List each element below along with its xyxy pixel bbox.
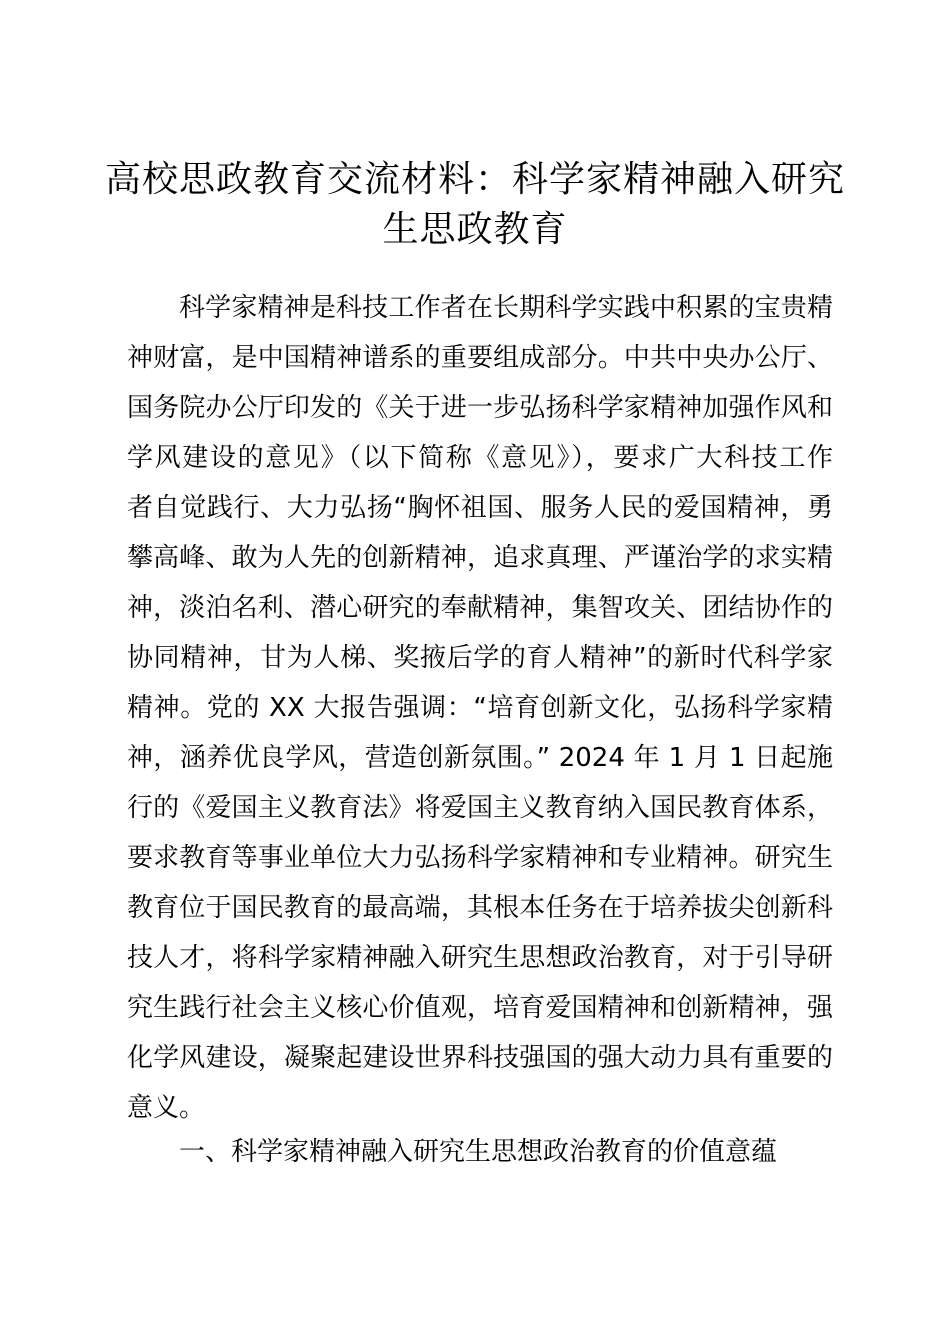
paragraph-line: 者自觉践行、大力弘扬“胸怀祖国、服务人民的爱国精神，勇 (127, 493, 833, 523)
paragraph-line: 国务院办公厅印发的《关于进一步弘扬科学家精神加强作风和 (127, 393, 833, 423)
section-heading: 一、科学家精神融入研究生思想政治教育的价值意蕴 (179, 1137, 778, 1167)
title-line: 生思政教育 (382, 209, 568, 250)
paragraph-line: 学风建设的意见》（以下简称《意见》），要求广大科技工作 (127, 443, 833, 473)
body-paragraph (127, 283, 833, 1133)
paragraph-line: 要求教育等事业单位大力弘扬科学家精神和专业精神。研究生 (127, 843, 833, 873)
paragraph-line: 教育位于国民教育的最高端，其根本任务在于培养拔尖创新科 (127, 893, 833, 923)
paragraph-line: 技人才，将科学家精神融入研究生思想政治教育，对于引导研 (127, 943, 833, 973)
paragraph-line: 神，淡泊名利、潜心研究的奉献精神，集智攻关、团结协作的 (127, 593, 833, 623)
title-line: 高校思政教育交流材料：科学家精神融入研究 (104, 159, 845, 200)
paragraph-line: 化学风建设，凝聚起建设世界科技强国的强大动力具有重要的 (127, 1043, 833, 1073)
paragraph-line: 行的《爱国主义教育法》将爱国主义教育纳入国民教育体系， (127, 793, 833, 823)
paragraph-line: 究生践行社会主义核心价值观，培育爱国精神和创新精神，强 (127, 993, 833, 1023)
paragraph-line: 精神。党的 XX 大报告强调：“培育创新文化，弘扬科学家精 (127, 693, 833, 723)
paragraph-line: 协同精神，甘为人梯、奖掖后学的育人精神”的新时代科学家 (127, 643, 833, 673)
paragraph-line: 神，涵养优良学风，营造创新氛围。” 2024 年 1 月 1 日起施 (127, 743, 833, 773)
paragraph-line: 神财富，是中国精神谱系的重要组成部分。中共中央办公厅、 (127, 343, 833, 373)
document-title (100, 155, 850, 255)
paragraph-line: 意义。 (127, 1093, 206, 1123)
paragraph-line: 科学家精神是科技工作者在长期科学实践中积累的宝贵精 (179, 293, 833, 323)
paragraph-line: 攀高峰、敢为人先的创新精神，追求真理、严谨治学的求实精 (127, 543, 833, 573)
